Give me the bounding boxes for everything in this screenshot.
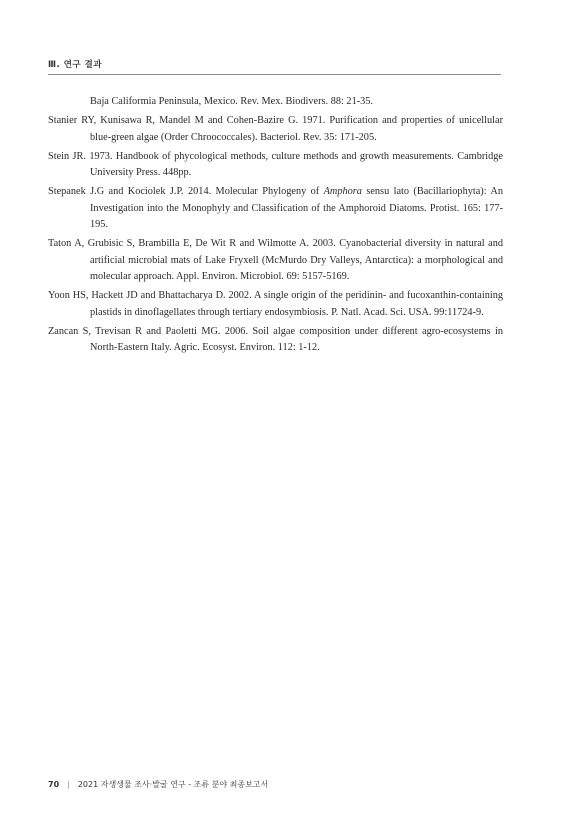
reference-entry-yoon [48, 288, 503, 321]
header-divider [48, 74, 501, 75]
reference-entry-continuation [48, 94, 503, 110]
reference-text: Stanier RY, Kunisawa R, Mandel M and Cohen-Bazire G. 1971. Purification and properties of unicellular blue-green algae (Order Chroococcales). Bacteriol. Rev. 35: 171-205. [48, 115, 503, 143]
reference-text-after: sensu lato (Bacillariophyta): An Investigation into the Monophyly and Classification of the Amphoroid Diatoms. Protist. 165: 177-195. [90, 186, 503, 231]
reference-entry-stanier [48, 113, 503, 146]
reference-text: Yoon HS, Hackett JD and Bhattacharya D. 2002. A single origin of the peridinin- and fucoxanthin-containing plastids in dinoflagellates through tertiary endosymbiosis. P. Natl. Acad. Sci. USA. 99:11724-9. [48, 290, 503, 318]
reference-text-before: Stepanek J.G and Kociolek J.P. 2014. Molecular Phylogeny of [48, 186, 324, 198]
reference-entry-taton [48, 236, 503, 285]
running-header-section: Ⅲ. 연구 결과 [48, 60, 103, 70]
page-number: 70 [48, 780, 60, 789]
reference-entry-stepanek [48, 184, 503, 233]
reference-list [48, 94, 503, 359]
reference-entry-stein [48, 149, 503, 182]
reference-entry-zancan [48, 324, 503, 357]
reference-text: Baja Califormia Peninsula, Mexico. Rev. Mex. Biodivers. 88: 21-35. [90, 96, 374, 107]
reference-text: Taton A, Grubisic S, Brambilla E, De Wit R and Wilmotte A. 2003. Cyanobacterial diversity in natural and artificial microbial mats of Lake Fryxell (McMurdo Dry Valleys, Antarctica): a morphological and molecular approach. Appl. Environ. Microbiol. 69: 5157-5169. [48, 238, 503, 282]
reference-text: Zancan S, Trevisan R and Paoletti MG. 2006. Soil algae composition under different agro-ecosystems in North-Eastern Italy. Agric. Ecosyst. Environ. 112: 1-12. [48, 325, 503, 354]
reference-italic-genus: Amphora [323, 186, 362, 198]
reference-text: Stein JR. 1973. Handbook of phycological methods, culture methods and growth measurements. Cambridge University Press. 448pp. [48, 150, 503, 179]
page-footer [48, 779, 268, 790]
report-title: 2021 자생생물 조사·발굴 연구 - 조류 분야 최종보고서 [77, 780, 269, 789]
footer-separator: | [67, 780, 70, 789]
